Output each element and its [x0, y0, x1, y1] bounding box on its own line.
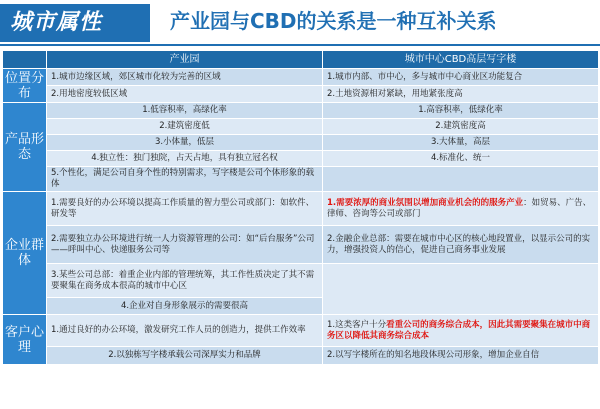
highlight-text: 1.需要浓厚的商业氛围以增加商业机会的的服务产业	[327, 197, 524, 208]
table-row	[3, 103, 599, 119]
table-row	[3, 119, 599, 135]
cell-park: 2.以独栋写字楼承载公司深厚实力和品牌	[47, 347, 323, 365]
cell-cbd: 3.大体量，高层	[323, 135, 599, 151]
highlight-text: 看重公司的商务综合成本，因此其需要聚集在城市中商务区以降低其商务综合成本	[327, 319, 591, 341]
category-location: 位置分布	[3, 69, 47, 103]
cell-park: 3.小体量，低层	[47, 135, 323, 151]
cell-park: 2.建筑密度低	[47, 119, 323, 135]
table-row	[3, 151, 599, 167]
column-header-cbd: 城市中心CBD高层写字楼	[323, 51, 599, 69]
table-row	[3, 69, 599, 86]
cell-cbd: 1.城市内部、市中心，多与城市中心商业区功能复合	[323, 69, 599, 86]
cell-cbd	[323, 167, 599, 192]
cell-cbd: 2.土地资源相对紧缺，用地紧张度高	[323, 86, 599, 103]
cell-text: 1.这类客户十分	[327, 319, 387, 330]
page-title: 产业园与CBD的关系是一种互补关系	[170, 9, 497, 33]
cell-cbd: 1.高容积率，低绿化率	[323, 103, 599, 119]
cell-text: ：如贸易、广告、律师、咨询等公司或部门	[327, 197, 592, 219]
cell-park: 2.用地密度较低区域	[47, 86, 323, 103]
cell-cbd	[323, 315, 599, 347]
table-header-row	[3, 51, 599, 69]
cell-park: 1.通过良好的办公环境，激发研究工作人员的创造力，提供工作效率	[47, 315, 323, 347]
table-row	[3, 264, 599, 298]
category-mind: 客户心理	[3, 315, 47, 365]
cell-cbd	[323, 192, 599, 226]
table-row	[3, 315, 599, 347]
table-row	[3, 135, 599, 151]
cell-park: 5.个性化，满足公司自身个性的特别需求，写字楼是公司个体形象的载体	[47, 167, 323, 192]
cell-park: 1.城市边缘区域，郊区城市化较为完善的区域	[47, 69, 323, 86]
category-group: 企业群体	[3, 192, 47, 315]
cell-park: 4.独立性：独门独院，占天占地，具有独立冠名权	[47, 151, 323, 167]
cell-park: 2.需要独立办公环境进行统一人力资源管理的公司：如“后台服务”公司——呼叫中心、快递服务公司等	[47, 226, 323, 264]
header	[0, 0, 600, 46]
table-row	[3, 347, 599, 365]
table-row	[3, 86, 599, 103]
table-row	[3, 192, 599, 226]
cell-park: 1.需要良好的办公环境以提高工作质量的智力型公司或部门：如软件、研发等	[47, 192, 323, 226]
header-divider	[0, 44, 600, 46]
cell-cbd: 4.标准化、统一	[323, 151, 599, 167]
table-row	[3, 167, 599, 192]
cell-cbd-empty	[323, 264, 599, 315]
cell-cbd: 2.金融企业总部：需要在城市中心区的核心地段置业，以显示公司的实力，增强投资人的信心，促进自己商务事业发展	[323, 226, 599, 264]
comparison-table	[2, 50, 599, 365]
corner-cell	[3, 51, 47, 69]
table-row	[3, 226, 599, 264]
cell-cbd: 2.以写字楼所在的知名地段体现公司形象，增加企业自信	[323, 347, 599, 365]
cell-cbd: 2.建筑密度高	[323, 119, 599, 135]
cell-park: 1.低容积率，高绿化率	[47, 103, 323, 119]
section-tag: 城市属性	[0, 4, 150, 42]
cell-park: 3.某些公司总部：着重企业内部的管理统筹，其工作性质决定了其不需要聚集在商务成本很高的城市中心区	[47, 264, 323, 298]
column-header-park: 产业园	[47, 51, 323, 69]
cell-park: 4.企业对自身形象展示的需要很高	[47, 298, 323, 315]
category-product: 产品形态	[3, 103, 47, 192]
